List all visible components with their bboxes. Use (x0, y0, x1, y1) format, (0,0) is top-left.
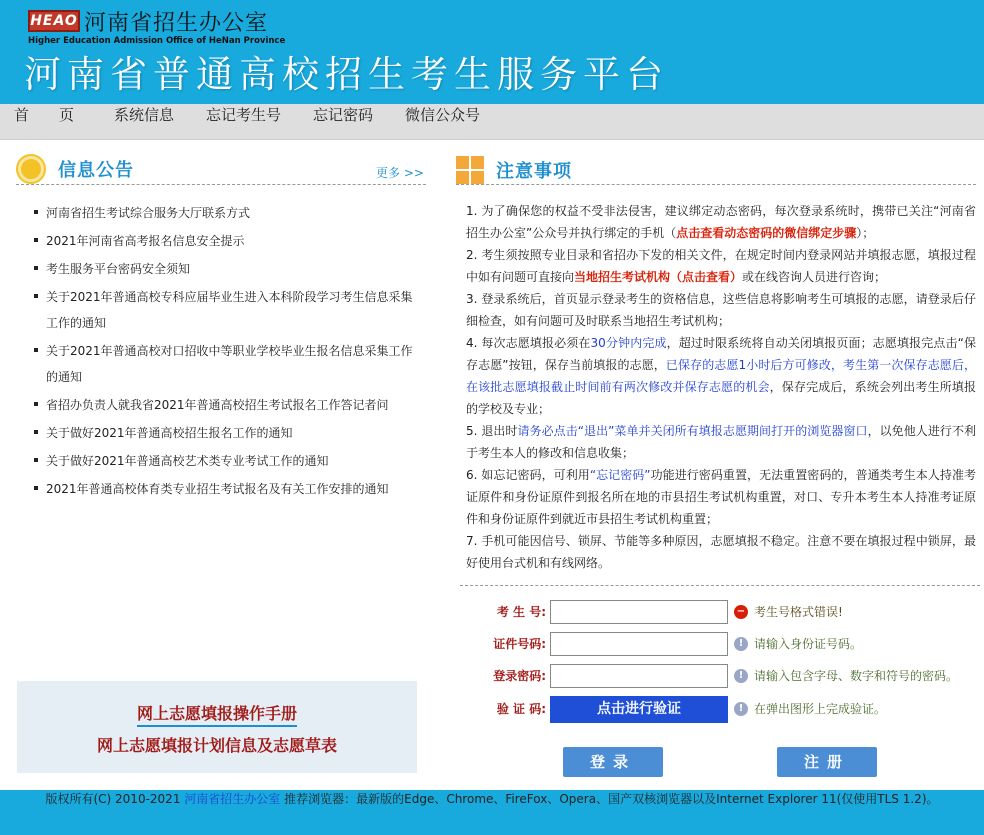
note-item: 4. 每次志愿填报必须在30分钟内完成，超过时限系统将自动关闭填报页面；志愿填报完点击“保存志愿”按钮，保存当前填报的志愿，已保存的志愿1小时后方可修改，考生第一次保存志愿后，在该批志愿填报截止时间前有两次修改并保存志愿的机会，保存完成后，系统会列出考生所填报的学校及专业； (466, 336, 977, 416)
info-icon: ! (734, 702, 748, 716)
announcement-item[interactable]: 考生服务平台密码安全须知 (32, 256, 420, 282)
wechat-binding-link[interactable]: 点击查看动态密码的微信绑定步骤 (676, 226, 857, 240)
error-icon: − (734, 605, 748, 619)
captcha-label: 验 证 码: (496, 702, 546, 716)
note-item: 1. 为了确保您的权益不受非法侵害，建议绑定动态密码，每次登录系统时，携带已关注“河南省招生办公室”公众号并执行绑定的手机（点击查看动态密码的微信绑定步骤）； (466, 204, 976, 240)
announcements-header (18, 156, 134, 182)
circle-bullet-icon (18, 156, 44, 182)
exam-number-label: 考 生 号: (496, 605, 546, 619)
heao-logo: HEAO (28, 10, 80, 32)
login-button[interactable]: 登录 (563, 747, 663, 777)
platform-title: 河南省普通高校招生考生服务平台 (24, 53, 669, 96)
more-link[interactable]: 更多 >> (376, 166, 424, 180)
announcement-item[interactable]: 关于做好2021年普通高校艺术类专业考试工作的通知 (32, 448, 420, 474)
password-input[interactable] (550, 664, 728, 688)
note-item: 6. 如忘记密码，可利用“忘记密码”功能进行密码重置，无法重置密码的，普通类考生本人持准考证原件和身份证原件到报名所在地的市县招生考试机构重置，对口、专升本考生本人持准考证原件和身份证原件到就近市县招生考试机构重置； (466, 468, 977, 526)
org-title: 河南省招生办公室 (84, 11, 269, 36)
announcement-item[interactable]: 关于2021年普通高校专科应届毕业生进入本科阶段学习考生信息采集工作的通知 (32, 284, 420, 336)
captcha-row (482, 697, 962, 721)
exam-number-input[interactable] (550, 600, 728, 624)
nav-forgot-password[interactable]: 忘记密码 (313, 106, 374, 124)
plan-info-link[interactable]: 网上志愿填报计划信息及志愿草表 (96, 736, 337, 755)
footer (0, 790, 984, 835)
id-number-input[interactable] (550, 632, 728, 656)
nav-system-info[interactable]: 系统信息 (114, 106, 175, 124)
notes-title: 注意事项 (496, 161, 572, 182)
top-nav (0, 104, 984, 140)
header (0, 0, 984, 104)
announcement-item[interactable]: 河南省招生考试综合服务大厅联系方式 (32, 200, 420, 226)
announcement-item[interactable]: 省招办负责人就我省2021年普通高校招生考试报名工作答记者问 (32, 392, 420, 418)
announcement-item[interactable]: 关于2021年普通高校对口招收中等职业学校毕业生报名信息采集工作的通知 (32, 338, 420, 390)
announcement-item[interactable]: 2021年河南省高考报名信息安全提示 (32, 228, 420, 254)
id-number-label: 证件号码: (493, 637, 546, 651)
manual-link[interactable]: 网上志愿填报操作手册 (17, 701, 417, 724)
exam-number-row (482, 600, 962, 624)
password-row (482, 664, 962, 688)
exam-number-hint: 考生号格式错误! (754, 605, 843, 619)
note-item: 5. 退出时请务必点击“退出”菜单并关闭所有填报志愿期间打开的浏览器窗口，以免他人进行不利于考生本人的修改和信息收集； (466, 424, 976, 460)
note-item: 7. 手机可能因信号、锁屏、节能等多种原因，志愿填报不稳定。注意不要在填报过程中锁屏，最好使用台式机和有线网络。 (466, 534, 976, 570)
notes-divider (456, 184, 976, 185)
grid-icon (456, 156, 484, 184)
notes-list (466, 200, 976, 574)
password-hint: 请输入包含字母、数字和符号的密码。 (754, 669, 959, 683)
note-item: 2. 考生须按照专业目录和省招办下发的相关文件，在规定时间内登录网站并填报志愿，填报过程中如有问题可直接向当地招生考试机构（点击查看）或在线咨询人员进行咨询； (466, 248, 976, 284)
captcha-hint: 在弹出图形上完成验证。 (754, 702, 887, 716)
note-item: 3. 登录系统后，首页显示登录考生的资格信息，这些信息将影响考生可填报的志愿，请登录后仔细检查，如有问题可及时联系当地招生考试机构； (466, 292, 976, 328)
announcement-item[interactable]: 2021年普通高校体育类专业招生考试报名及有关工作安排的通知 (32, 476, 420, 502)
org-english-name: Higher Education Admission Office of HeNan Province (28, 36, 286, 46)
browser-recommendation: 推荐浏览器：最新版的Edge、Chrome、FireFox、Opera、国产双核浏览器以及Internet Explorer 11(仅使用TLS 1.2)。 (284, 792, 939, 806)
announcement-list (32, 200, 420, 504)
verify-button[interactable]: 点击进行验证 (550, 696, 728, 723)
id-number-row (482, 632, 962, 656)
nav-wechat-account[interactable]: 微信公众号 (405, 106, 481, 124)
notes-header (456, 156, 572, 184)
info-icon: ! (734, 669, 748, 683)
manual-box (17, 681, 417, 773)
local-office-link[interactable]: 当地招生考试机构（点击查看） (574, 270, 743, 284)
copyright-text: 版权所有(C) 2010-2021 (45, 792, 181, 806)
nav-forgot-exam-number[interactable]: 忘记考生号 (206, 106, 282, 124)
announcements-divider (16, 184, 426, 185)
nav-home[interactable]: 首 页 (14, 106, 75, 124)
form-divider (460, 585, 980, 586)
announcement-item[interactable]: 关于做好2021年普通高校招生报名工作的通知 (32, 420, 420, 446)
id-number-hint: 请输入身份证号码。 (754, 637, 863, 651)
info-icon: ! (734, 637, 748, 651)
register-button[interactable]: 注册 (777, 747, 877, 777)
password-label: 登录密码: (493, 669, 546, 683)
announcements-title: 信息公告 (58, 160, 134, 181)
footer-org-link[interactable]: 河南省招生办公室 (184, 792, 281, 806)
